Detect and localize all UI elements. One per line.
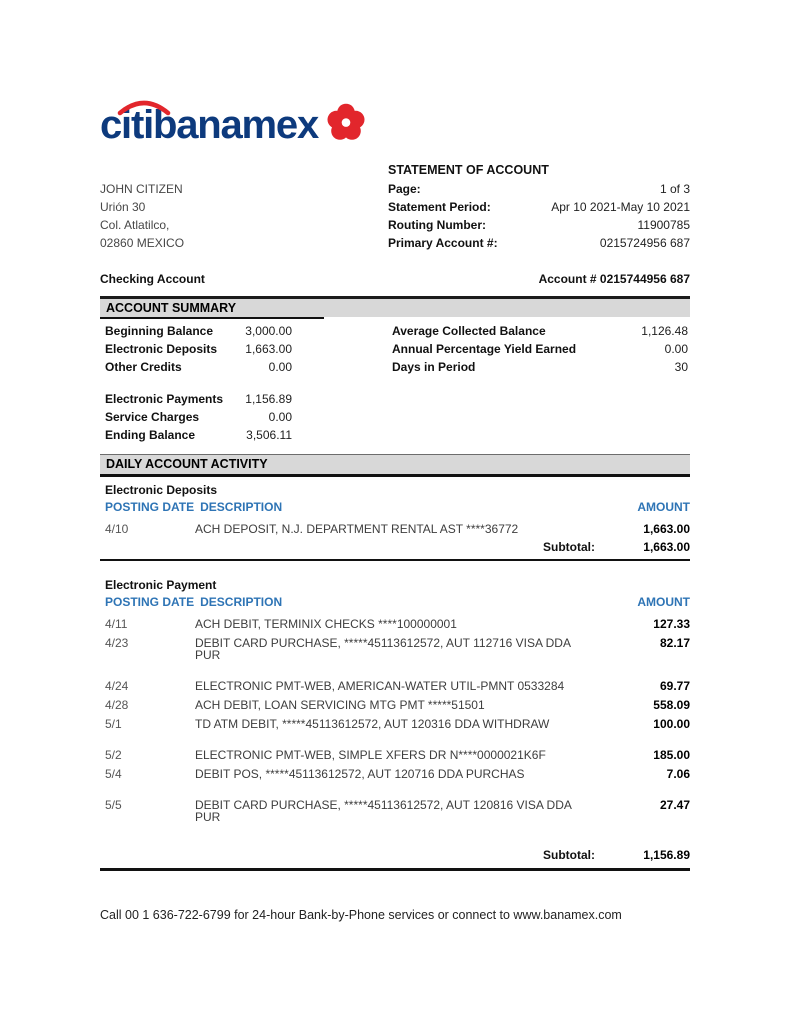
summary-row bbox=[105, 340, 292, 358]
txn-description: ACH DEPOSIT, N.J. DEPARTMENT RENTAL AST ****36772 bbox=[195, 522, 519, 536]
summary-label: Beginning Balance bbox=[105, 324, 214, 338]
banamex-flower-icon bbox=[324, 100, 368, 144]
txn-date: 4/10 bbox=[105, 522, 129, 536]
summary-row bbox=[105, 408, 292, 426]
col-amount: AMOUNT bbox=[637, 500, 690, 514]
subtotal-amount: 1,663.00 bbox=[643, 540, 690, 554]
summary-label: Ending Balance bbox=[105, 428, 196, 442]
txn-amount: 185.00 bbox=[653, 748, 690, 762]
statement-field-page bbox=[388, 180, 690, 198]
bank-by-phone-footer: Call 00 1 636-722-6799 for 24-hour Bank-by-Phone services or connect to www.banamex.com bbox=[100, 908, 622, 922]
field-label: Routing Number: bbox=[388, 218, 486, 232]
electronic-deposits-section bbox=[100, 481, 690, 561]
payment-row bbox=[100, 618, 690, 630]
statement-field-period bbox=[388, 198, 690, 216]
summary-label: Service Charges bbox=[105, 410, 200, 424]
statement-field-routing bbox=[388, 216, 690, 234]
txn-amount: 82.17 bbox=[659, 636, 690, 650]
col-amount: AMOUNT bbox=[637, 595, 690, 609]
txn-description: ELECTRONIC PMT-WEB, SIMPLE XFERS DR N****0000021K6F bbox=[195, 748, 546, 762]
txn-date: 4/11 bbox=[105, 617, 128, 631]
payments-column-headers bbox=[100, 594, 690, 611]
col-posting-date: POSTING DATE bbox=[105, 500, 195, 514]
txn-date: 4/23 bbox=[105, 636, 129, 650]
txn-description: ACH DEBIT, LOAN SERVICING MTG PMT *****51501 bbox=[195, 698, 485, 712]
customer-address-line: Col. Atlatilco, bbox=[100, 218, 170, 232]
summary-value: 3,506.11 bbox=[246, 428, 292, 442]
summary-value: 0.00 bbox=[664, 342, 688, 356]
account-summary-header-bar bbox=[100, 296, 690, 317]
payments-subtotal-row bbox=[100, 849, 690, 862]
field-label: Statement Period: bbox=[388, 200, 491, 214]
summary-value: 0.00 bbox=[268, 410, 292, 424]
txn-date: 5/5 bbox=[105, 798, 122, 812]
summary-value: 3,000.00 bbox=[245, 324, 292, 338]
txn-amount: 100.00 bbox=[653, 717, 690, 731]
summary-value: 1,663.00 bbox=[245, 342, 292, 356]
summary-label: Electronic Payments bbox=[105, 392, 224, 406]
summary-value: 1,156.89 bbox=[245, 392, 292, 406]
txn-date: 5/4 bbox=[105, 767, 122, 781]
summary-value: 0.00 bbox=[268, 360, 292, 374]
payment-row bbox=[100, 637, 690, 661]
logo-citi: citi bbox=[100, 103, 153, 147]
txn-amount: 558.09 bbox=[653, 698, 690, 712]
summary-spacer bbox=[105, 376, 292, 390]
payments-heading: Electronic Payment bbox=[105, 578, 217, 592]
payment-row bbox=[100, 718, 690, 730]
txn-amount: 7.06 bbox=[666, 767, 690, 781]
deposits-heading: Electronic Deposits bbox=[105, 483, 218, 497]
section-divider bbox=[100, 559, 690, 561]
summary-value: 30 bbox=[674, 360, 688, 374]
statement-title: STATEMENT OF ACCOUNT bbox=[388, 163, 549, 177]
summary-right-column bbox=[392, 322, 688, 444]
summary-label: Days in Period bbox=[392, 360, 476, 374]
payment-row bbox=[100, 749, 690, 761]
customer-address-line: Urión 30 bbox=[100, 200, 146, 214]
citibanamex-logo bbox=[100, 100, 368, 146]
summary-row bbox=[392, 358, 688, 376]
deposits-subtotal-row bbox=[100, 541, 690, 554]
payment-row bbox=[100, 799, 690, 823]
summary-label: Average Collected Balance bbox=[392, 324, 546, 338]
logo-banamex: banamex bbox=[153, 103, 319, 147]
daily-activity-title: DAILY ACCOUNT ACTIVITY bbox=[106, 457, 268, 471]
summary-label: Annual Percentage Yield Earned bbox=[392, 342, 577, 356]
summary-row bbox=[392, 340, 688, 358]
customer-address-block bbox=[100, 160, 388, 252]
payment-row bbox=[100, 680, 690, 692]
txn-amount: 27.47 bbox=[659, 798, 690, 812]
txn-date: 5/2 bbox=[105, 748, 122, 762]
summary-row bbox=[105, 358, 292, 376]
txn-description: ACH DEBIT, TERMINIX CHECKS ****100000001 bbox=[195, 617, 457, 631]
field-value: 0215724956 687 bbox=[599, 236, 690, 250]
statement-field-primary-account bbox=[388, 234, 690, 252]
account-summary-title: ACCOUNT SUMMARY bbox=[100, 301, 324, 319]
field-value: Apr 10 2021-May 10 2021 bbox=[551, 200, 690, 214]
txn-amount: 1,663.00 bbox=[643, 522, 690, 536]
statement-header bbox=[100, 160, 690, 252]
field-value: 1 of 3 bbox=[659, 182, 690, 196]
customer-name: JOHN CITIZEN bbox=[100, 182, 183, 196]
col-description: DESCRIPTION bbox=[200, 500, 283, 514]
account-number: Account # 0215744956 687 bbox=[538, 272, 690, 286]
col-description: DESCRIPTION bbox=[200, 595, 283, 609]
txn-description: ELECTRONIC PMT-WEB, AMERICAN-WATER UTIL-PMNT 0533284 bbox=[195, 679, 565, 693]
deposits-column-headers bbox=[100, 499, 690, 516]
deposit-row bbox=[100, 523, 690, 535]
customer-address-line: 02860 MEXICO bbox=[100, 236, 185, 250]
summary-value: 1,126.48 bbox=[641, 324, 688, 338]
account-summary bbox=[100, 322, 690, 444]
daily-activity-header-bar bbox=[100, 454, 690, 477]
account-type: Checking Account bbox=[100, 272, 205, 286]
statement-info-block bbox=[388, 160, 690, 252]
txn-date: 4/28 bbox=[105, 698, 129, 712]
txn-amount: 127.33 bbox=[653, 617, 690, 631]
summary-row bbox=[105, 426, 292, 444]
summary-row bbox=[392, 322, 688, 340]
summary-row bbox=[105, 322, 292, 340]
summary-row bbox=[105, 390, 292, 408]
col-posting-date: POSTING DATE bbox=[105, 595, 195, 609]
subtotal-amount: 1,156.89 bbox=[643, 848, 690, 862]
field-label: Page: bbox=[388, 182, 421, 196]
citi-arc-icon bbox=[117, 98, 171, 116]
txn-description: TD ATM DEBIT, *****45113612572, AUT 120316 DDA WITHDRAW bbox=[195, 717, 550, 731]
account-line bbox=[100, 272, 690, 286]
field-value: 11900785 bbox=[637, 218, 690, 232]
txn-amount: 69.77 bbox=[659, 679, 690, 693]
field-label: Primary Account #: bbox=[388, 236, 498, 250]
subtotal-label: Subtotal: bbox=[543, 540, 595, 554]
summary-left-column bbox=[105, 322, 292, 444]
payment-row bbox=[100, 768, 690, 780]
subtotal-label: Subtotal: bbox=[543, 848, 595, 862]
txn-date: 5/1 bbox=[105, 717, 122, 731]
payment-row bbox=[100, 699, 690, 711]
txn-description: DEBIT POS, *****45113612572, AUT 120716 DDA PURCHAS bbox=[195, 767, 525, 781]
txn-date: 4/24 bbox=[105, 679, 129, 693]
summary-label: Electronic Deposits bbox=[105, 342, 218, 356]
electronic-payment-section bbox=[100, 576, 690, 871]
summary-label: Other Credits bbox=[105, 360, 182, 374]
section-divider bbox=[100, 868, 690, 871]
txn-description: DEBIT CARD PURCHASE, *****45113612572, AUT 120816 VISA DDA PUR bbox=[195, 798, 572, 824]
txn-description: DEBIT CARD PURCHASE, *****45113612572, AUT 112716 VISA DDA PUR bbox=[195, 636, 571, 662]
